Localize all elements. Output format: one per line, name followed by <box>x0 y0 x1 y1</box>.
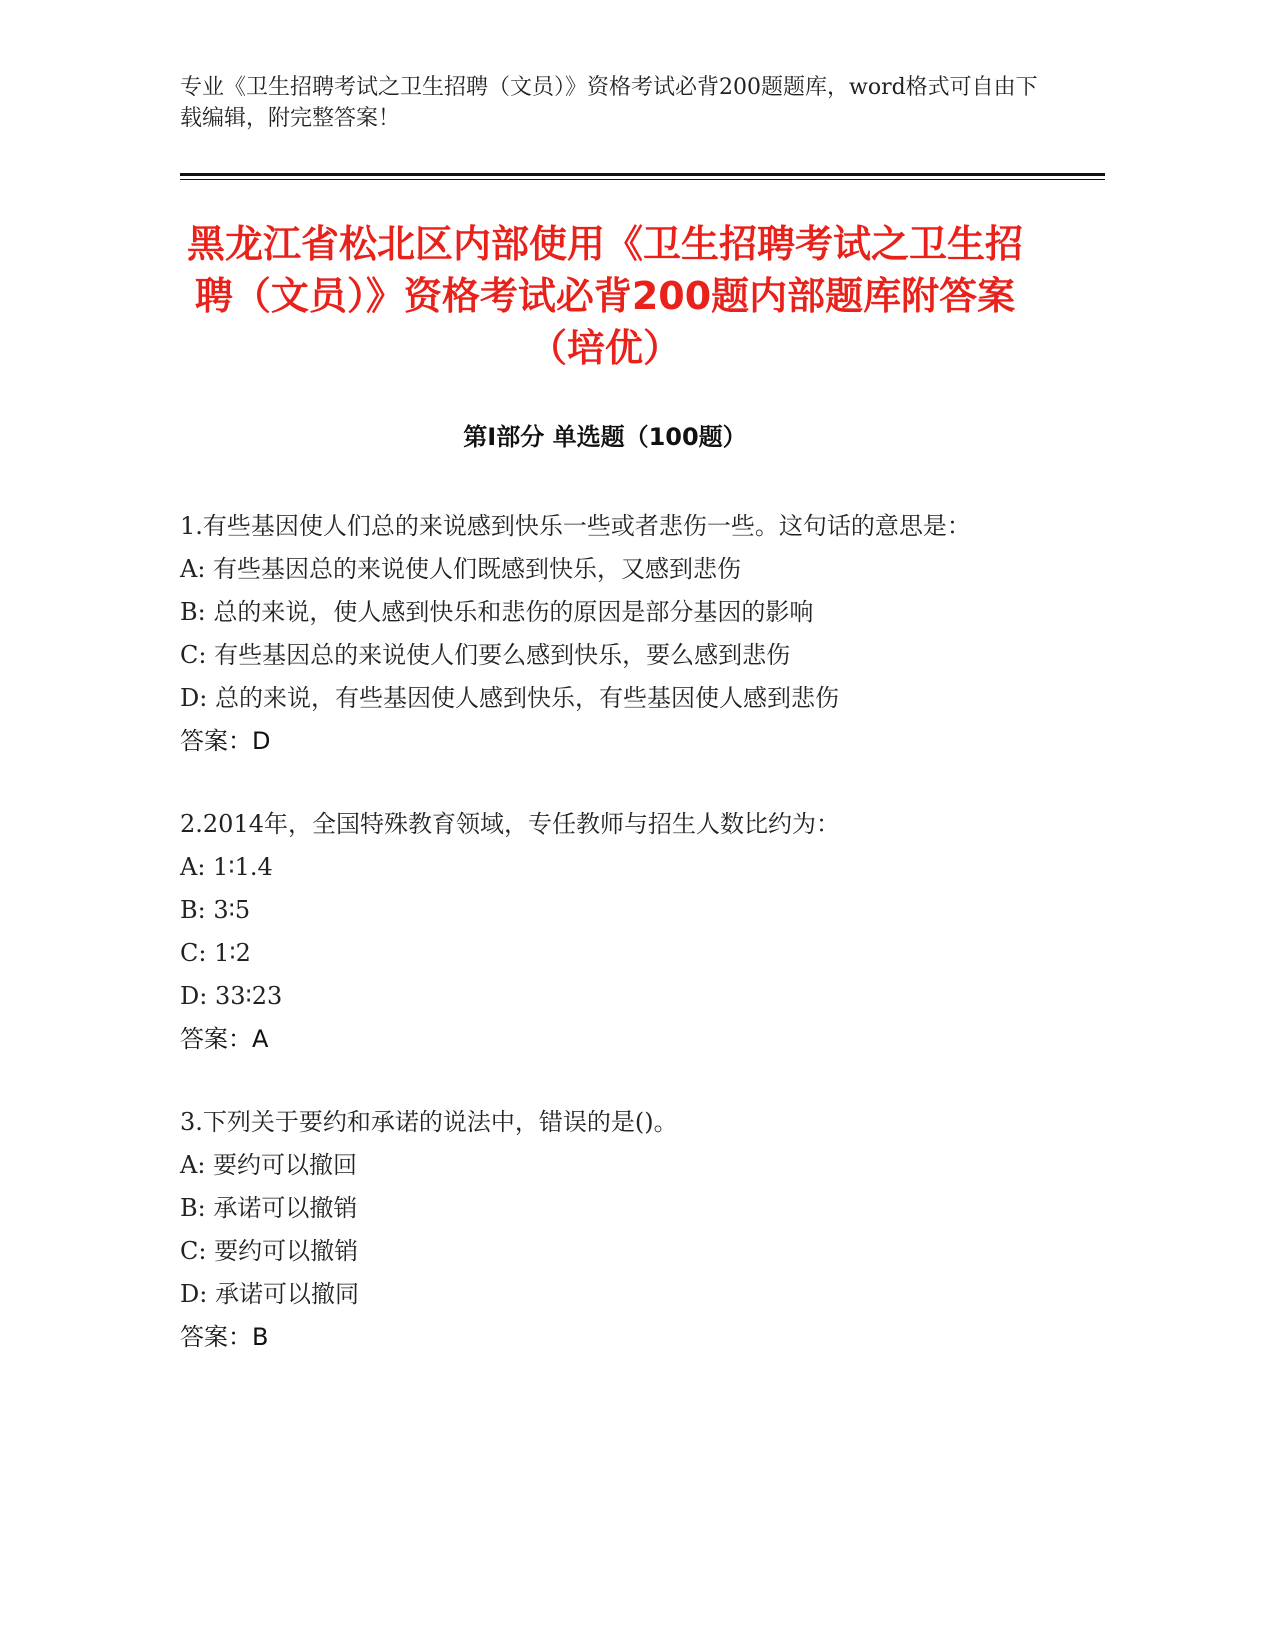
option-d: D: 承诺可以撤同 <box>180 1280 359 1308</box>
question-list <box>180 505 1040 1399</box>
question-1 <box>180 505 1040 763</box>
option-c: C: 1∶2 <box>180 939 251 967</box>
option-b: B: 总的来说，使人感到快乐和悲伤的原因是部分基因的影响 <box>180 598 814 626</box>
question-3 <box>180 1101 1040 1359</box>
option-d: D: 总的来说，有些基因使人感到快乐，有些基因使人感到悲伤 <box>180 684 839 712</box>
answer: 答案：A <box>180 1025 269 1053</box>
question-stem: 3.下列关于要约和承诺的说法中，错误的是()。 <box>180 1108 678 1136</box>
option-a: A: 有些基因总的来说使人们既感到快乐，又感到悲伤 <box>180 555 742 583</box>
option-b: B: 承诺可以撤销 <box>180 1194 358 1222</box>
answer: 答案：B <box>180 1323 269 1351</box>
header-rule-thin <box>180 179 1105 180</box>
header-rule-thick <box>180 173 1105 176</box>
option-a: A: 1∶1.4 <box>180 853 273 881</box>
question-stem: 2.2014年，全国特殊教育领域，专任教师与招生人数比约为： <box>180 810 840 838</box>
answer: 答案：D <box>180 727 271 755</box>
option-c: C: 有些基因总的来说使人们要么感到快乐，要么感到悲伤 <box>180 641 791 669</box>
header-note: 专业《卫生招聘考试之卫生招聘（文员）》资格考试必背200题题库，word格式可自由下载编辑，附完整答案！ <box>180 75 1038 131</box>
document-title: 黑龙江省松北区内部使用《卫生招聘考试之卫生招聘（文员）》资格考试必背200题内部题库附答案（培优） <box>186 222 1023 370</box>
option-d: D: 33∶23 <box>180 982 283 1010</box>
option-b: B: 3∶5 <box>180 896 251 924</box>
question-stem: 1.有些基因使人们总的来说感到快乐一些或者悲伤一些。这句话的意思是： <box>180 512 971 540</box>
section-title: 第Ⅰ部分 单选题（100题） <box>463 423 747 451</box>
question-2 <box>180 803 1040 1061</box>
option-a: A: 要约可以撤回 <box>180 1151 358 1179</box>
option-c: C: 要约可以撤销 <box>180 1237 359 1265</box>
